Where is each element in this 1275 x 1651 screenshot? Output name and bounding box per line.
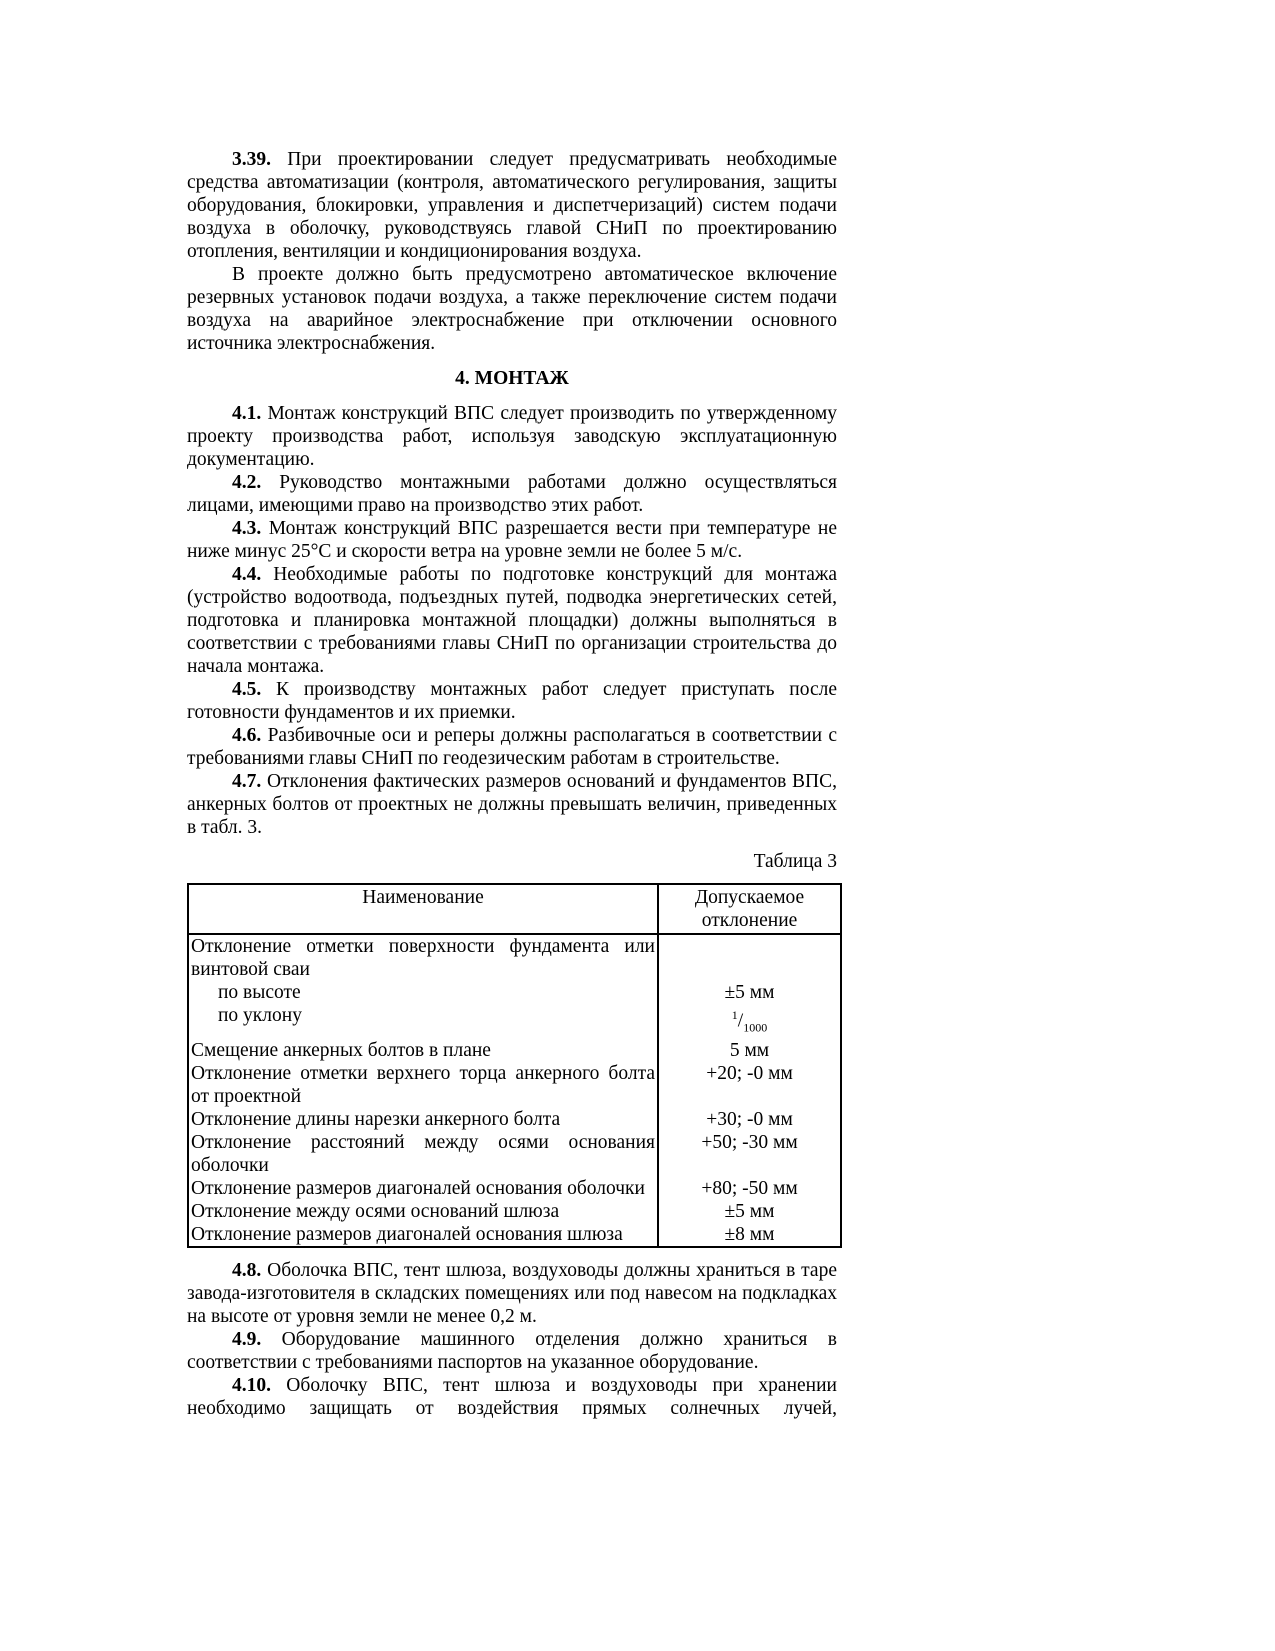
- row-name: Отклонение длины нарезки анкерного болта: [188, 1108, 658, 1131]
- table-row: [188, 1004, 841, 1039]
- table-row: [188, 1039, 841, 1062]
- table-row: [188, 934, 841, 981]
- row-value-fraction: [658, 1004, 841, 1039]
- row-name: Отклонение отметки поверхности фундамента или винтовой сваи: [188, 934, 658, 981]
- paragraph-number: 4.2.: [232, 472, 262, 493]
- paragraph-text: Оболочку ВПС, тент шлюза и воздуховоды при хранении необходимо защищать от воздействия прямых солнечных лучей,: [187, 1375, 837, 1420]
- row-name: Отклонение размеров диагоналей основания шлюза: [188, 1223, 658, 1247]
- table-row: [188, 1200, 841, 1223]
- table-row: [188, 1223, 841, 1247]
- row-value: +20; -0 мм: [706, 1063, 793, 1085]
- paragraph-text: Оборудование машинного отделения должно храниться в соответствии с требованиями паспортов на указанное оборудование.: [187, 1329, 837, 1374]
- paragraph-text: Отклонения фактических размеров оснований и фундаментов ВПС, анкерных болтов от проектных не должны превышать величин, приведенных в табл. 3.: [187, 771, 837, 838]
- paragraph-number: 3.39.: [232, 149, 271, 170]
- paragraph-text: Монтаж конструкций ВПС разрешается вести при температуре не ниже минус 25°С и скорости ветра на уровне земли не более 5 м/с.: [187, 518, 837, 562]
- row-value: +80; -50 мм: [701, 1178, 798, 1200]
- table-row: [188, 1131, 841, 1177]
- paragraph-number: 4.9.: [232, 1329, 262, 1351]
- fraction-numerator: 1: [731, 1008, 738, 1022]
- table-row: [188, 1108, 841, 1131]
- row-name: Отклонение отметки верхнего торца анкерного болта от проектной: [188, 1062, 658, 1108]
- paragraph-number: 4.1.: [232, 403, 262, 424]
- fraction-slash: /: [737, 1010, 744, 1032]
- row-value: [658, 934, 841, 981]
- column-header-tolerance: Допускаемое отклонение: [658, 884, 841, 934]
- row-value: +50; -30 мм: [701, 1132, 798, 1154]
- row-name: по высоте: [188, 981, 658, 1004]
- paragraph-4-6: [187, 724, 837, 770]
- paragraph-4-4: [187, 563, 837, 678]
- paragraph-4-2: [187, 471, 837, 517]
- row-name: Отклонение расстояний между осями основания оболочки: [188, 1131, 658, 1177]
- paragraph-3-39: [187, 148, 837, 263]
- paragraph-3-39-continued: В проекте должно быть предусмотрено автоматическое включение резервных установок подачи воздуха, а также переключение систем подачи воздуха на аварийное электроснабжение при отключении основного источника электроснабжения.: [187, 264, 837, 354]
- row-name: Отклонение между осями оснований шлюза: [188, 1200, 658, 1223]
- paragraphs-after-table: [187, 1259, 837, 1420]
- table-row: [188, 1062, 841, 1108]
- paragraph-4-1: [187, 402, 837, 471]
- paragraph-4-3: [187, 517, 837, 563]
- section-heading: 4. МОНТАЖ: [455, 368, 569, 389]
- row-value: ±5 мм: [724, 982, 775, 1003]
- row-name: Отклонение размеров диагоналей основания оболочки: [188, 1177, 658, 1200]
- paragraph-4-9: [187, 1328, 837, 1374]
- table-caption: Таблица 3: [753, 851, 837, 872]
- row-value: 5 мм: [729, 1040, 770, 1062]
- fraction-denominator: 1000: [743, 1020, 768, 1035]
- paragraph-4-7: [187, 770, 837, 839]
- table-row: [188, 981, 841, 1004]
- column-header-name: Наименование: [188, 884, 658, 934]
- paragraph-number: 4.7.: [232, 771, 262, 792]
- row-name: Смещение анкерных болтов в плане: [188, 1039, 658, 1062]
- tolerance-table: [187, 883, 842, 1248]
- paragraph-number: 4.5.: [232, 679, 262, 700]
- paragraph-text: Разбивочные оси и реперы должны располагаться в соответствии с требованиями главы СНиП по геодезическим работам в строительстве.: [187, 725, 837, 769]
- paragraph-text: При проектировании следует предусматривать необходимые средства автоматизации (контроля, автоматического регулирования, защиты оборудования, блокировки, управления и диспетчеризаций) систем подачи воздуха в оболочку, руководствуясь главой СНиП по проектированию отопления, вентиляции и кондиционирования воздуха.: [187, 149, 837, 262]
- paragraph-text: Необходимые работы по подготовке конструкций для монтажа (устройство водоотвода, подъездных путей, подводка энергетических сетей, подготовка и планировка монтажной площадки) должны выполняться в соответствии с требованиями главы СНиП по организации строительства до начала монтажа.: [187, 564, 837, 677]
- paragraph-number: 4.4.: [232, 564, 262, 585]
- table-row: [188, 1177, 841, 1200]
- paragraph-4-5: [187, 678, 837, 724]
- paragraph-text: Монтаж конструкций ВПС следует производить по утвержденному проекту производства работ, используя заводскую эксплуатационную документацию.: [187, 403, 837, 470]
- document-body: [187, 148, 837, 1420]
- row-value: ±5 мм: [724, 1201, 775, 1223]
- paragraph-4-8: [187, 1259, 837, 1328]
- table-header-row: [188, 884, 841, 934]
- paragraph-number: 4.10.: [232, 1375, 271, 1397]
- paragraph-number: 4.6.: [232, 725, 262, 746]
- paragraph-text: Руководство монтажными работами должно осуществляться лицами, имеющими право на производство этих работ.: [187, 472, 837, 516]
- paragraph-text: К производству монтажных работ следует приступать после готовности фундаментов и их приемки.: [187, 679, 837, 723]
- paragraph-number: 4.8.: [232, 1260, 262, 1282]
- row-value: ±8 мм: [724, 1224, 775, 1246]
- row-value: +30; -0 мм: [706, 1109, 793, 1131]
- paragraph-4-10: [187, 1374, 837, 1420]
- row-name: по уклону: [188, 1004, 658, 1039]
- paragraph-number: 4.3.: [232, 518, 262, 539]
- paragraph-text: Оболочка ВПС, тент шлюза, воздуховоды должны храниться в таре завода-изготовителя в складских помещениях или под навесом на подкладках на высоте от уровня земли не менее 0,2 м.: [187, 1260, 837, 1328]
